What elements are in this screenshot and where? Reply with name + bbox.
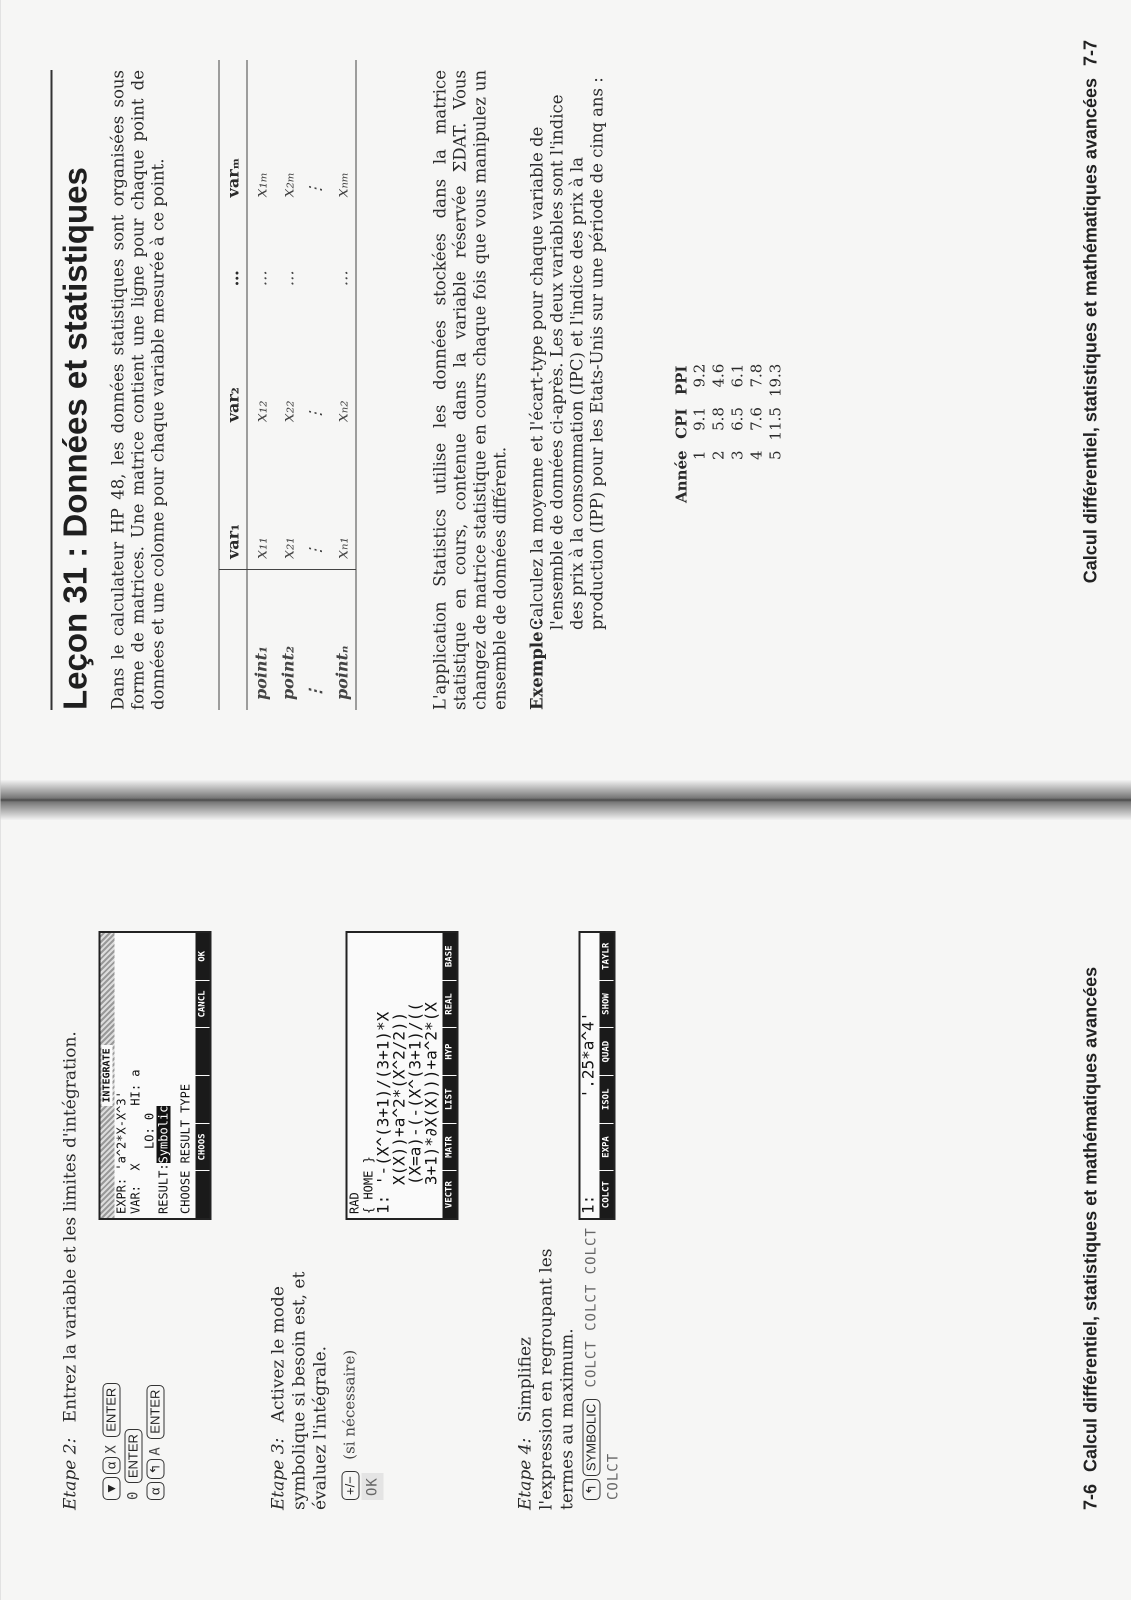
step-2-text: Entrez la variable et les limites d'intégration. [60,1031,80,1423]
lcd-line: 3+1)*∂X(X)))+a^2*(X [421,1002,440,1214]
page-number: 7-7 [1080,40,1100,67]
key-row-2 [122,1380,144,1500]
step-4-keys [580,1227,624,1500]
key-enter: ENTER [102,1383,120,1437]
key-down: ▼ [102,1477,120,1500]
softkey: CHOOS [195,1123,209,1171]
key-left-shift: ↰ [146,1459,164,1480]
lcd-choose: CHOOSE RESULT TYPE [178,1083,192,1214]
step-4-text: Simplifiez l'expression en regroupant les termes au maximum. [515,1248,577,1510]
key-left-shift: ↰ [582,1479,600,1500]
softkey [195,1170,209,1218]
softkey: EXPA [599,1123,613,1171]
softkey: COLCT [599,1170,613,1218]
step-3-label: Etape 3: [268,1437,288,1510]
key-alpha: α [146,1482,164,1500]
lcd-softmenu [442,933,456,1218]
title-rule [50,70,52,710]
softkey [195,1075,209,1123]
softkey: BASE [444,945,454,968]
lcd-line: 1: '-(X^(3+1)/(3+1)*X [373,1011,392,1214]
key-x-text: X [103,1445,119,1454]
lcd-line: { HOME } [361,1156,375,1214]
table-row: 4 7.6 7.8 [747,363,765,460]
step-2 [60,990,81,1510]
right-page-footer [1080,40,1101,583]
key-alpha: α [102,1457,120,1475]
footer-title: Calcul différentiel, statistiques et mathématiques avancées [1080,78,1100,584]
lcd-line: RAD [347,1192,361,1214]
softkey: QUAD [599,1027,613,1075]
lcd-screen-simplified [578,931,615,1220]
table-row: ⋮ ⋮ ⋮ ⋮ [301,60,328,710]
key-plus-minus: +/− [341,1471,359,1500]
softkey: CANCL [195,980,209,1028]
lcd-result: RESULT:Symbolic [156,1105,170,1214]
lcd-lo: LO: 0 [142,1112,156,1214]
table-header-cell: var₂ [223,387,242,423]
page-number: 7-6 [1080,1483,1100,1510]
example-text: Calculez la moyenne et l'écart-type pour chaque variable de l'ensemble de données ci-après. Les deux variables sont l'indice des prix à la consommation (IPC) et l'indice des prix à la production (IPP) pour les Etats-Unis sur une période de cinq ans : [527,77,606,630]
lcd-var: VAR: X HI: a [128,1069,142,1214]
table-row: point₂ x₂₁ x₂₂ … x₂ₘ [274,60,301,710]
key-enter: ENTER [124,1429,142,1483]
softkey: SHOW [599,980,613,1028]
left-page [0,820,1131,1600]
key-a-text: A [147,1447,163,1456]
softkey [195,1027,209,1075]
intro-paragraph: Dans le calculateur HP 48, les données statistiques sont organisées sous forme de matrices. Une matrice contient une ligne pour chaque point de données et une colonne pour chaque variable mesurée à ce point. [108,70,167,710]
softkey: HYP [442,1027,456,1075]
step-2-label: Etape 2: [60,1437,80,1510]
table-row: 5 11.5 19.3 [766,363,784,460]
lesson-title: Leçon 31 : Données et statistiques [56,167,93,710]
softkey: LIST [442,1075,456,1123]
cpi-ppi-table [672,359,785,508]
table-header-cell: varₘ [223,157,242,198]
table-header-row: Année CPI PPI [672,365,690,503]
table-header-cell: var₁ [223,523,242,559]
lcd-line: X(X))+a^2*(X^2/2)) [389,1011,408,1214]
table-header-row [219,60,247,710]
step-3-keys [338,1350,383,1500]
statistics-paragraph: L'application Statistics utilise les données stockées dans la matrice statistique en cours, contenue dans la variable réservée ΣDAT. Vous changez de matrice statistique en cours chaque fois que vous manipulez un ensemble de données différent. [430,70,509,710]
stats-matrix-table [218,60,356,710]
book-gutter [0,780,1131,820]
table-header-cell: … [223,270,242,287]
lcd-title-bar: INTEGRATE [100,933,114,1218]
step-4 [515,1240,578,1510]
lcd-line: 1: '.25*a^4' [578,1011,597,1214]
step-2-keys [100,1380,166,1500]
lcd-line: (X=a)-(-(X^(3+1)/(( [405,1002,424,1214]
left-page-footer [1080,967,1101,1510]
lcd-result-value: Symbolic [156,1105,170,1164]
key-zero-text: 0 [125,1491,141,1500]
key-row-3 [144,1380,166,1500]
lcd-expr: EXPR: 'a^2*X-X^3' [114,1091,128,1214]
step-3-text: Activez le mode symbolique si besoin est, et évaluez l'intégrale. [268,1271,330,1510]
softkey: REAL [442,980,456,1028]
step-3 [268,1240,331,1510]
softkey: VECTR [442,1170,456,1218]
lcd-softmenu [599,933,613,1218]
table-row: 1 9.1 9.2 [690,363,708,460]
table-row: 3 6.5 6.1 [728,363,746,460]
step-4-label: Etape 4: [515,1437,535,1510]
table-row: point₁ x₁₁ x₁₂ … x₁ₘ [247,60,275,710]
lcd-screen-result [345,931,458,1220]
table-row: 2 5.8 4.6 [709,363,727,460]
softkey-colct: COLCT [605,1452,621,1500]
lcd-screen-integrate [98,931,211,1220]
key-symbolic: SYMBOLIC [582,1399,600,1476]
table-row: pointₙ xₙ₁ xₙ₂ … xₙₘ [328,60,356,710]
softkey: TAYLR [601,942,611,970]
lcd-softmenu [195,933,209,1218]
step-3-note: (si nécessaire) [340,1349,358,1460]
example-label: Exemple : [527,619,546,710]
softkey-ok: OK [361,1473,383,1500]
softkey-colct: COLCT COLCT COLCT [583,1227,599,1388]
softkey: MATR [442,1123,456,1171]
softkey: OK [197,950,207,962]
key-row-1 [100,1380,122,1500]
table-header-cell [219,570,247,711]
softkey: ISOL [599,1075,613,1123]
right-page [0,0,1131,780]
key-enter: ENTER [146,1385,164,1439]
footer-title: Calcul différentiel, statistiques et mathématiques avancées [1080,966,1100,1472]
